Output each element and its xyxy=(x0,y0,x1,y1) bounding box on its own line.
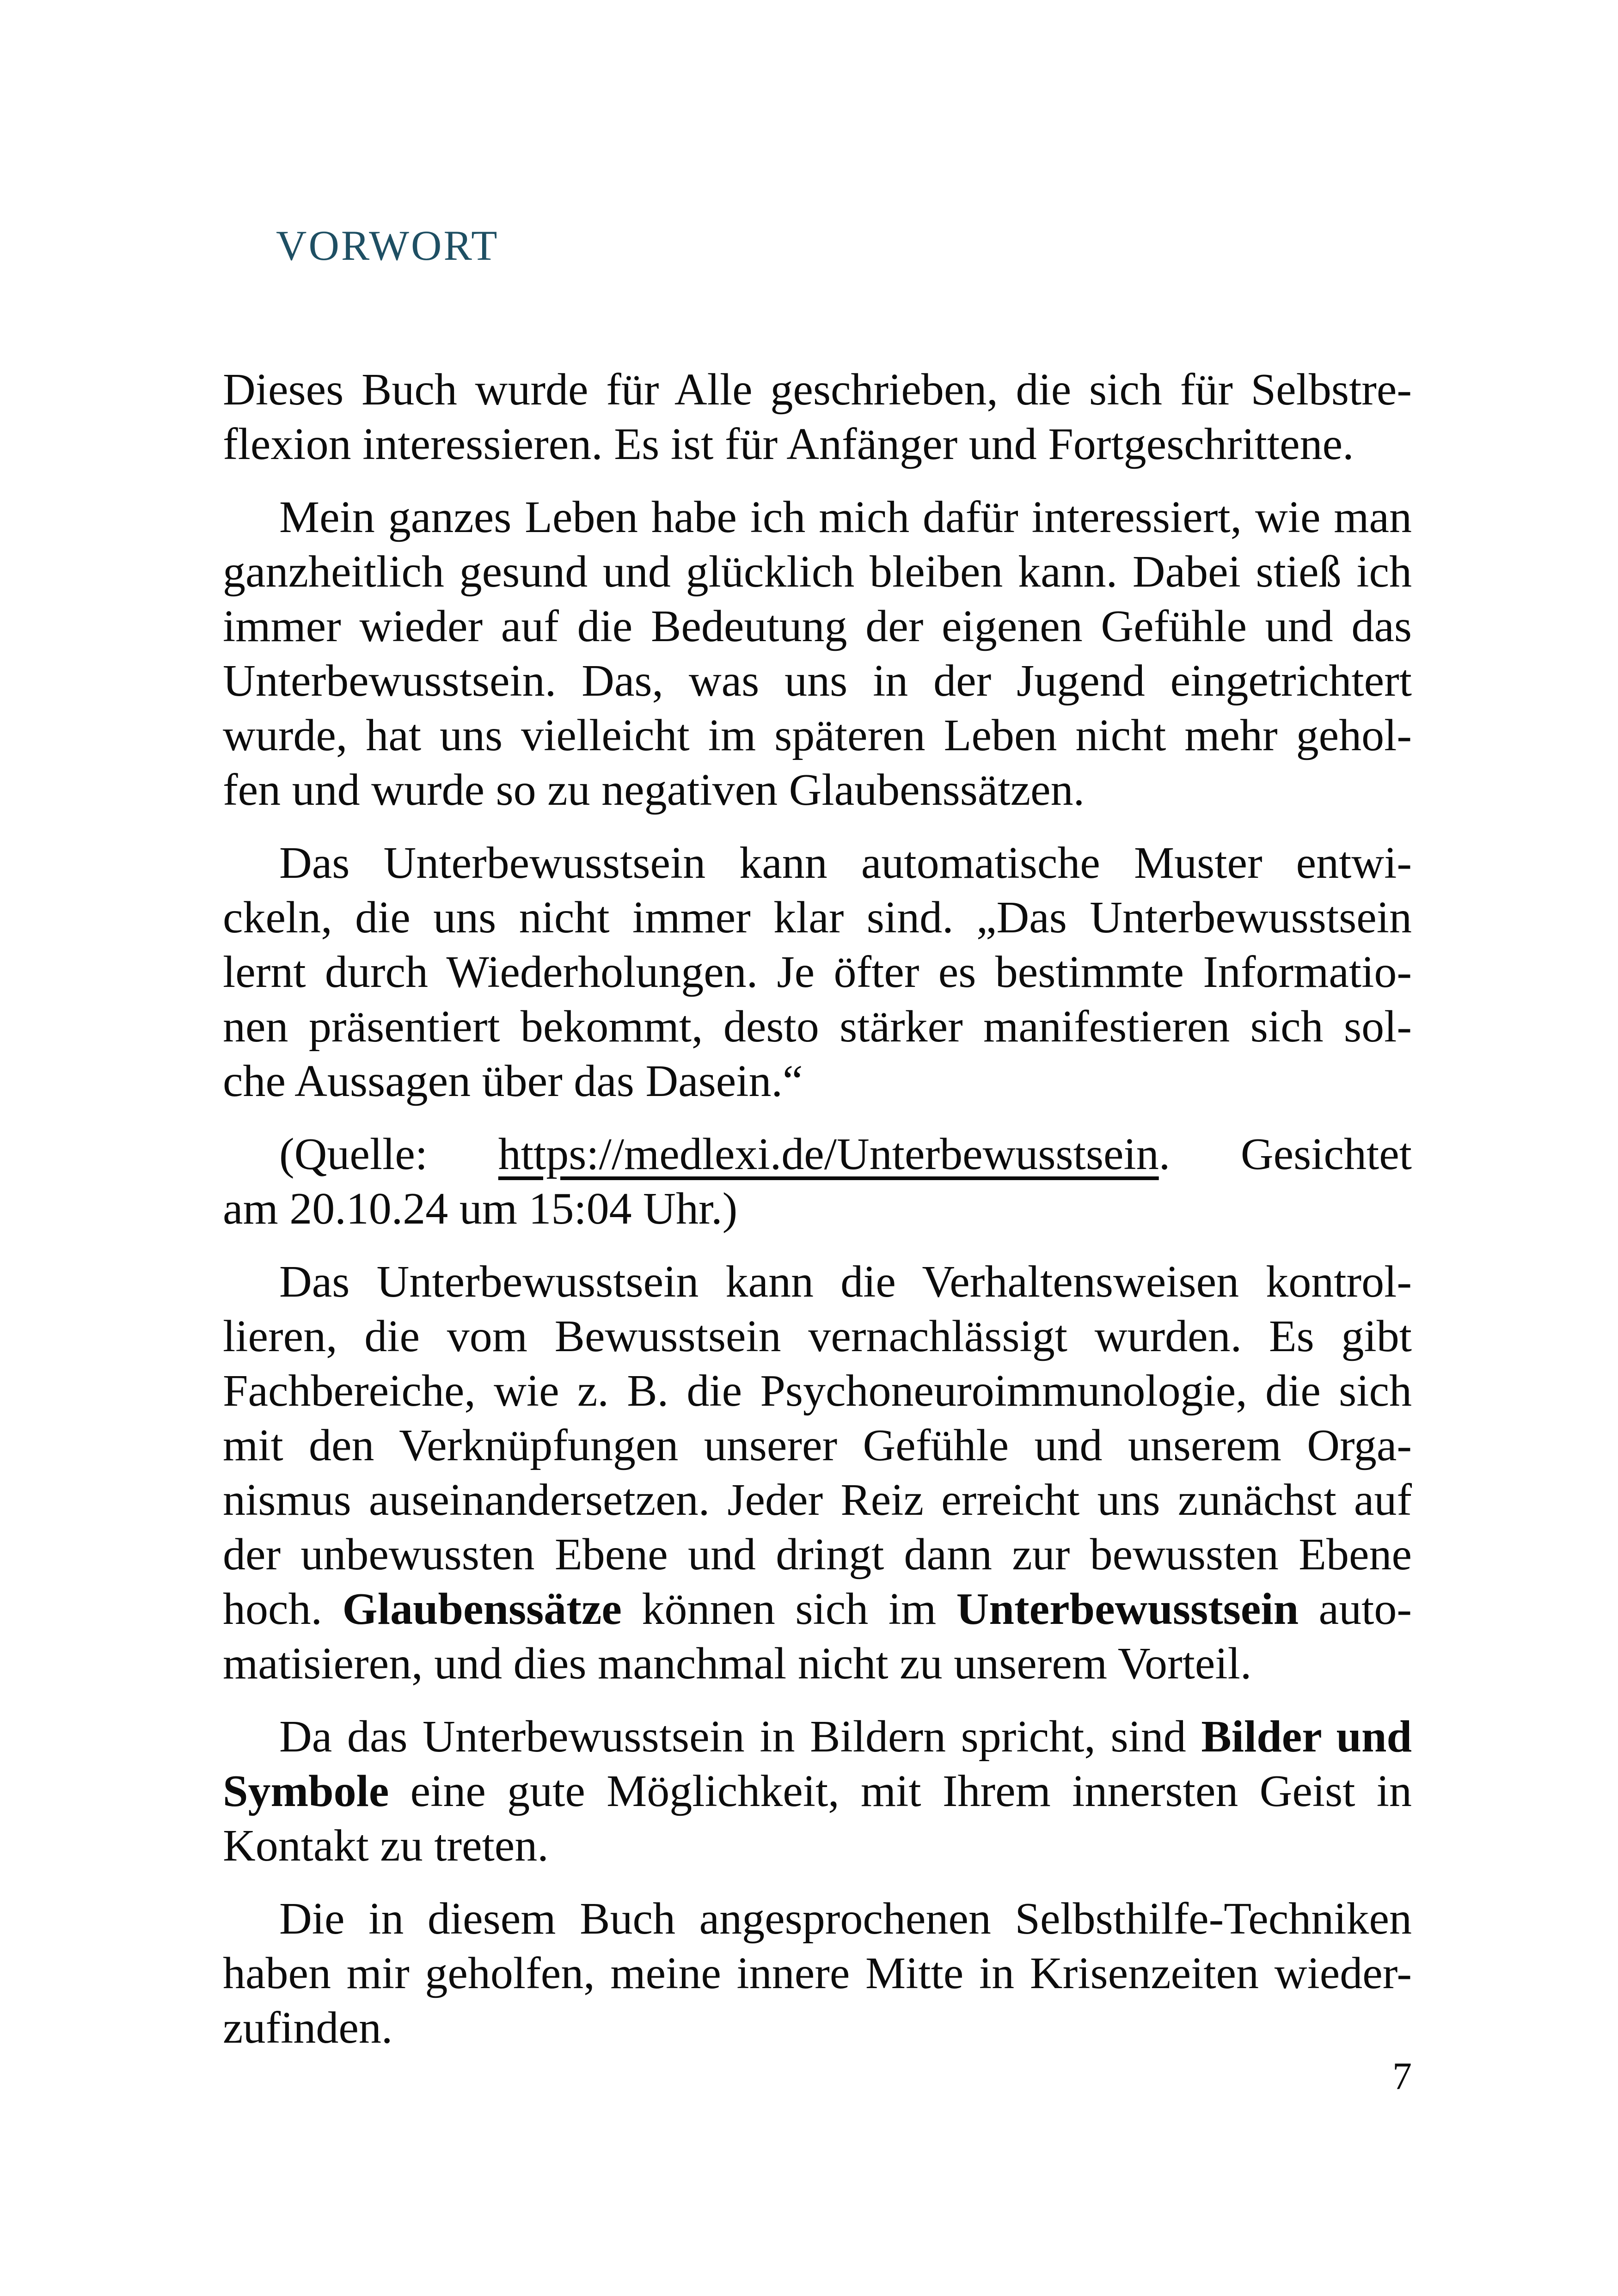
text-segment: Unterbewusstsein xyxy=(956,1584,1299,1634)
text-line xyxy=(223,417,1412,471)
text-line xyxy=(223,1473,1412,1527)
text-segment: Symbole xyxy=(223,1766,389,1816)
paragraph xyxy=(223,1127,1412,1236)
page-number: 7 xyxy=(1392,2055,1412,2098)
text-segment: flexion interessieren. Es ist für Anfänger und Fortgeschrittene. xyxy=(223,419,1354,469)
text-line xyxy=(223,1054,1412,1108)
text-segment: . Gesichtet xyxy=(1158,1129,1412,1179)
text-segment: haben mir geholfen, meine innere Mitte in Krisenzeiten wieder- xyxy=(223,1948,1412,1998)
chapter-title: VORWORT xyxy=(276,222,499,269)
text-segment: matisieren, und dies manchmal nicht zu unserem Vorteil. xyxy=(223,1639,1252,1689)
text-segment: der unbewussten Ebene und dringt dann zur bewussten Ebene xyxy=(223,1530,1412,1580)
text-line xyxy=(223,1182,1412,1236)
text-segment: Glaubenssätze xyxy=(342,1584,622,1634)
text-line xyxy=(223,1364,1412,1418)
text-segment: nen präsentiert bekommt, desto stärker manifestieren sich sol- xyxy=(223,1002,1412,1052)
text-segment: Kontakt zu treten. xyxy=(223,1821,549,1871)
text-segment: Da das Unterbewusstsein in Bildern spricht, sind xyxy=(279,1712,1201,1762)
text-line xyxy=(223,1127,1412,1182)
text-line xyxy=(223,890,1412,945)
text-line xyxy=(223,1892,1412,1946)
text-line xyxy=(223,1764,1412,1818)
text-line xyxy=(223,1946,1412,2001)
text-line xyxy=(223,836,1412,890)
text-line xyxy=(223,1582,1412,1636)
text-segment: können sich im xyxy=(621,1584,956,1634)
text-segment: fen und wurde so zu negativen Glaubenssätzen. xyxy=(223,765,1085,815)
text-line xyxy=(223,2001,1412,2055)
text-line xyxy=(223,545,1412,599)
text-line xyxy=(223,362,1412,417)
text-segment: zufinden. xyxy=(223,2003,393,2053)
paragraph xyxy=(223,1892,1412,2055)
text-segment: immer wieder auf die Bedeutung der eigenen Gefühle und das xyxy=(223,601,1412,651)
text-line xyxy=(223,708,1412,763)
text-line xyxy=(223,599,1412,654)
paragraph xyxy=(223,490,1412,817)
text-segment: nismus auseinandersetzen. Jeder Reiz erreicht uns zunächst auf xyxy=(223,1475,1412,1525)
body-text xyxy=(223,362,1412,2055)
text-line xyxy=(223,1818,1412,1873)
paragraph xyxy=(223,1709,1412,1873)
text-segment: am 20.10.24 um 15:04 Uhr.) xyxy=(223,1184,738,1234)
text-segment: mit den Verknüpfungen unserer Gefühle und unserem Orga- xyxy=(223,1420,1412,1470)
text-segment: lieren, die vom Bewusstsein vernachlässigt wurden. Es gibt xyxy=(223,1311,1412,1361)
text-line xyxy=(223,999,1412,1054)
text-line xyxy=(223,654,1412,708)
text-segment: ckeln, die uns nicht immer klar sind. „Das Unterbewusstsein xyxy=(223,893,1412,943)
text-segment: lernt durch Wiederholungen. Je öfter es bestimmte Informatio- xyxy=(223,947,1412,997)
text-segment: auto- xyxy=(1299,1584,1412,1634)
text-line xyxy=(223,1255,1412,1309)
paragraph xyxy=(223,1255,1412,1691)
text-segment: Mein ganzes Leben habe ich mich dafür interessiert, wie man xyxy=(279,492,1412,542)
text-line xyxy=(223,1709,1412,1764)
text-segment: ganzheitlich gesund und glücklich bleiben kann. Dabei stieß ich xyxy=(223,547,1412,597)
text-segment: Unterbewusstsein. Das, was uns in der Jugend eingetrichtert xyxy=(223,656,1412,706)
text-segment: Bilder und xyxy=(1201,1712,1412,1762)
text-segment: wurde, hat uns vielleicht im späteren Leben nicht mehr gehol- xyxy=(223,710,1412,760)
text-segment: Fachbereiche, wie z. B. die Psychoneuroimmunologie, die sich xyxy=(223,1366,1412,1416)
text-line xyxy=(223,1527,1412,1582)
text-segment: Dieses Buch wurde für Alle geschrieben, die sich für Selbstre- xyxy=(223,365,1412,415)
text-line xyxy=(223,763,1412,817)
source-link[interactable]: https://medlexi.de/Unterbewusstsein xyxy=(498,1129,1159,1179)
paragraph xyxy=(223,362,1412,471)
text-segment: (Quelle: xyxy=(279,1129,498,1179)
text-line xyxy=(223,490,1412,545)
text-segment: Die in diesem Buch angesprochenen Selbsthilfe-Techniken xyxy=(279,1894,1412,1944)
text-line xyxy=(223,1636,1412,1691)
text-segment: Das Unterbewusstsein kann die Verhaltensweisen kontrol- xyxy=(279,1257,1412,1307)
text-line xyxy=(223,1309,1412,1364)
text-segment: che Aussagen über das Dasein.“ xyxy=(223,1056,803,1106)
text-segment: hoch. xyxy=(223,1584,343,1634)
text-line xyxy=(223,945,1412,999)
text-segment: Das Unterbewusstsein kann automatische Muster entwi- xyxy=(279,838,1412,888)
paragraph xyxy=(223,836,1412,1108)
text-segment: eine gute Möglichkeit, mit Ihrem innersten Geist in xyxy=(389,1766,1412,1816)
text-line xyxy=(223,1418,1412,1473)
